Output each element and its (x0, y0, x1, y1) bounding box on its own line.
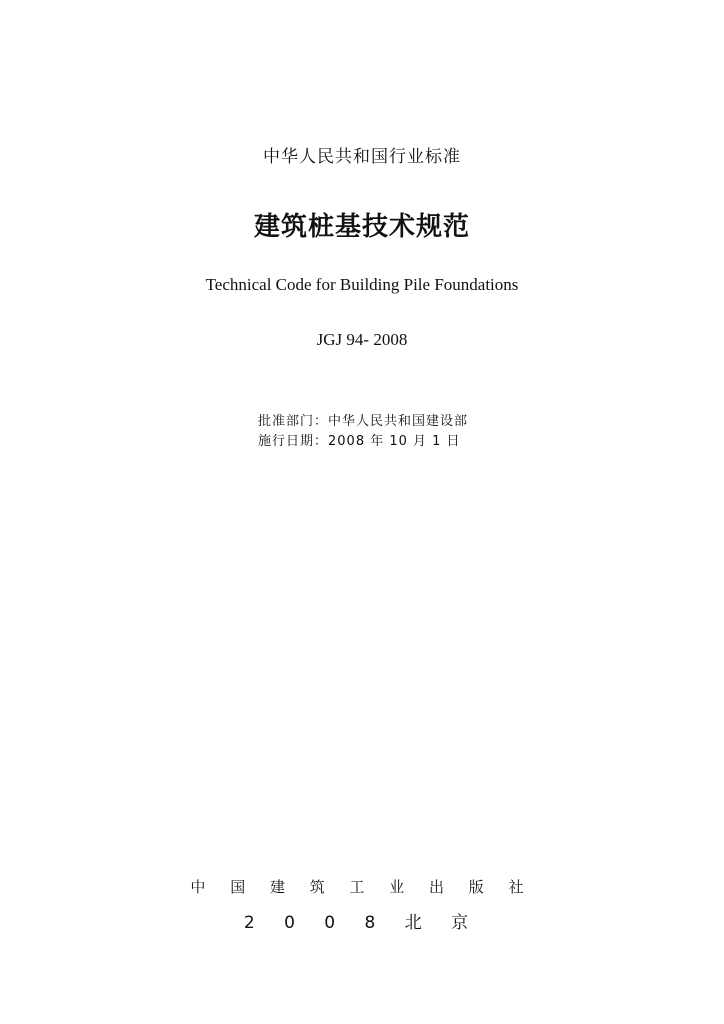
title-english: Technical Code for Building Pile Foundations (205, 275, 519, 294)
publisher: 中 国 建 筑 工 业 出 版 社 (190, 878, 534, 896)
standard-category: 中华人民共和国行业标准 (263, 147, 461, 167)
approval-department: 批准部门：中华人民共和国建设部 (258, 414, 469, 429)
publication-place-year: 2 0 0 8 北 京 (243, 913, 481, 933)
standard-code: JGJ 94- 2008 (316, 330, 408, 349)
effective-date: 施行日期：2008 年 10 月 1 日 (258, 434, 461, 449)
title-chinese: 建筑桩基技术规范 (253, 212, 470, 242)
